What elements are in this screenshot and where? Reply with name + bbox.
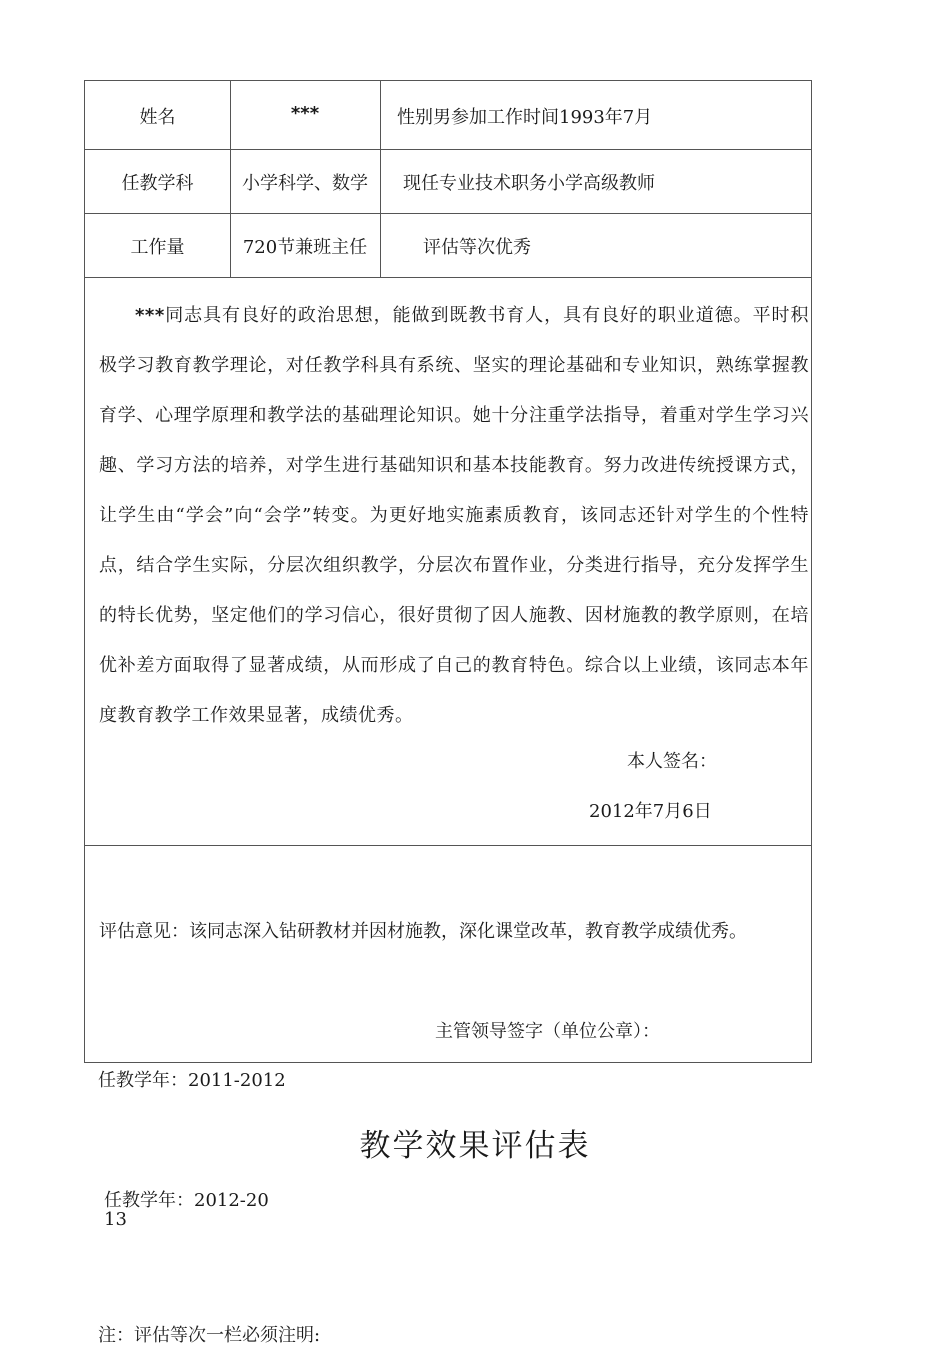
workload-label: 工作量	[130, 237, 185, 258]
school-year-label-2: 任教学年：2012-20	[104, 1190, 269, 1211]
leader-signature-label: 主管领导签字（单位公章）：	[435, 1021, 660, 1042]
row-divider	[85, 277, 811, 278]
signature-date: 2012年7月6日	[589, 801, 712, 822]
school-year-label: 任教学年：2011-2012	[98, 1070, 286, 1091]
summary-paragraph	[99, 291, 809, 741]
rating-info: 评估等次优秀	[423, 237, 531, 258]
evaluation-opinion: 评估意见：该同志深入钻研教材并因材施教，深化课堂改革，教育教学成绩优秀。	[99, 921, 747, 942]
signature-label: 本人签名：	[627, 751, 717, 772]
professional-title: 现任专业技术职务小学高级教师	[403, 173, 655, 194]
rating-note: 注：评估等次一栏必须注明:	[98, 1325, 321, 1346]
name-label: 姓名	[139, 107, 176, 128]
summary-text: 同志具有良好的政治思想，能做到既教书育人，具有良好的职业道德。平时积极学习教育教学理论，对任教学科具有系统、坚实的理论基础和专业知识，熟练掌握教育学、心理学原理和教学法的基础理论知识。她十分注重学法指导，着重对学生学习兴趣、学习方法的培养，对学生进行基础知识和基本技能教育。努力改进传统授课方式，让学生由“学会”向“会学”转变。为更好地实施素质教育，该同志还针对学生的个性特点，结合学生实际，分层次组织教学，分层次布置作业，分类进行指导，充分发挥学生的特长优势，坚定他们的学习信心，很好贯彻了因人施教、因材施教的教学原则，在培优补差方面取得了显著成绩，从而形成了自己的教育特色。综合以上业绩，该同志本年度教育教学工作效果显著，成绩优秀。	[99, 305, 809, 726]
evaluation-table	[84, 80, 812, 1063]
subject-label: 任教学科	[121, 173, 194, 194]
name-value: ***	[290, 103, 320, 124]
school-year-label-2-continued: 13	[104, 1209, 127, 1230]
workload-value: 720节兼班主任	[242, 237, 368, 258]
column-divider	[380, 81, 381, 277]
row-divider	[85, 213, 811, 214]
subject-value: 小学科学、数学	[242, 173, 368, 194]
subject-mark: ***	[135, 305, 165, 326]
page-title: 教学效果评估表	[359, 1128, 591, 1164]
row-divider	[85, 149, 811, 150]
gender-and-start-date: 性别男参加工作时间1993年7月	[397, 107, 653, 128]
row-divider	[85, 845, 811, 846]
